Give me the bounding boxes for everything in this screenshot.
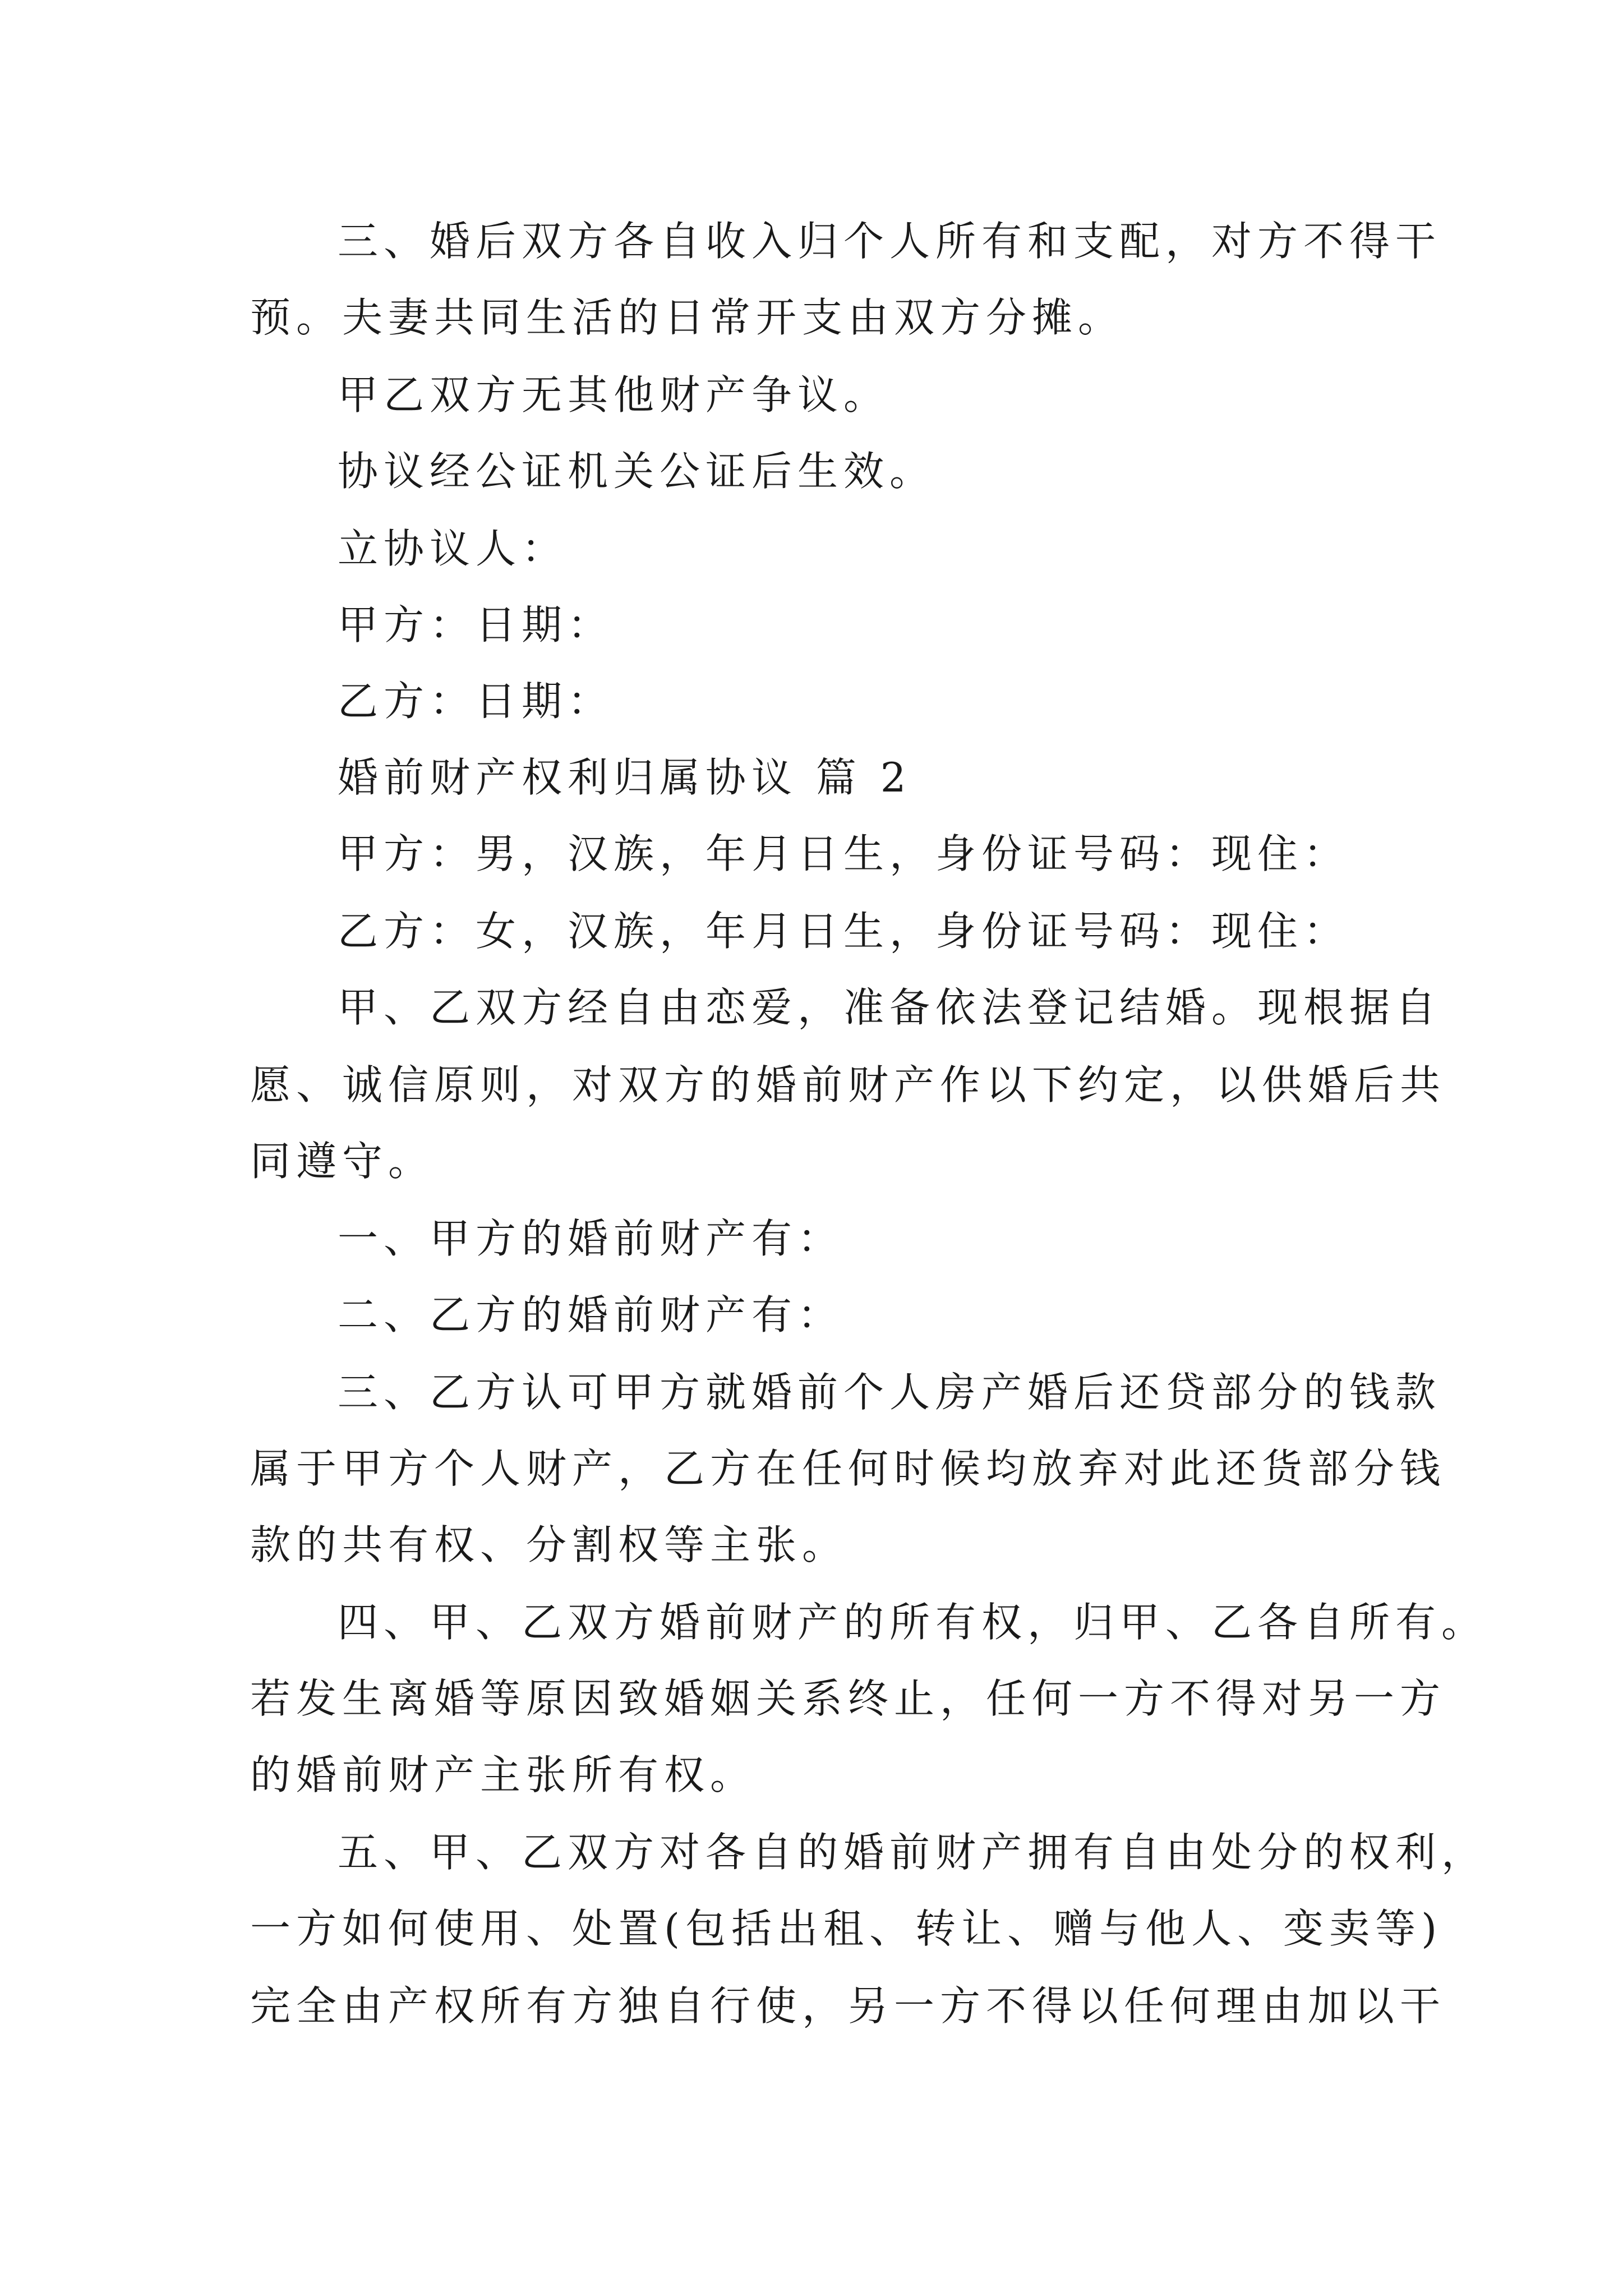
section-title: 婚前财产权利归属协议 篇 2 (338, 754, 912, 801)
signatories-label: 立协议人： (338, 525, 568, 572)
clause-3b-line-1: 三、乙方认可甲方就婚前个人房产婚后还贷部分的钱款 (338, 1369, 1442, 1416)
clause-3-line-1: 三、婚后双方各自收入归个人所有和支配，对方不得干 (338, 218, 1442, 265)
clause-4-line-3: 的婚前财产主张所有权。 (250, 1751, 757, 1798)
preamble-line-1: 甲、乙双方经自由恋爱，准备依法登记结婚。现根据自 (338, 984, 1442, 1031)
preamble-line-3: 同遵守。 (250, 1138, 435, 1185)
clause-4-line-1: 四、甲、乙双方婚前财产的所有权，归甲、乙各自所有。 (338, 1599, 1488, 1646)
clause-5-line-3: 完全由产权所有方独自行使，另一方不得以任何理由加以干 (250, 1982, 1446, 2030)
clause-3-line-2: 预。夫妻共同生活的日常开支由双方分摊。 (250, 294, 1124, 341)
clause-5-line-1: 五、甲、乙双方对各自的婚前财产拥有自由处分的权利， (338, 1829, 1488, 1876)
clause-5-line-2: 一方如何使用、处置(包括出租、转让、赠与他人、变卖等) (250, 1905, 1443, 1952)
party-b-info: 乙方：女，汉族，年月日生，身份证号码：现住： (338, 908, 1350, 955)
party-b-date-line: 乙方：日期： (338, 678, 614, 725)
no-dispute-line: 甲乙双方无其他财产争议。 (338, 371, 890, 418)
clause-1-line: 一、甲方的婚前财产有： (338, 1215, 844, 1262)
clause-2-line: 二、乙方的婚前财产有： (338, 1291, 844, 1338)
preamble-line-2: 愿、诚信原则，对双方的婚前财产作以下约定，以供婚后共 (250, 1061, 1446, 1108)
notarization-line: 协议经公证机关公证后生效。 (338, 448, 936, 495)
clause-3b-line-2: 属于甲方个人财产，乙方在任何时候均放弃对此还货部分钱 (250, 1445, 1446, 1492)
clause-3b-line-3: 款的共有权、分割权等主张。 (250, 1521, 849, 1568)
party-a-info: 甲方：男，汉族，年月日生，身份证号码：现住： (338, 830, 1350, 877)
clause-4-line-2: 若发生离婚等原因致婚姻关系终止，任何一方不得对另一方 (250, 1675, 1446, 1722)
party-a-date-line: 甲方：日期： (338, 601, 614, 648)
